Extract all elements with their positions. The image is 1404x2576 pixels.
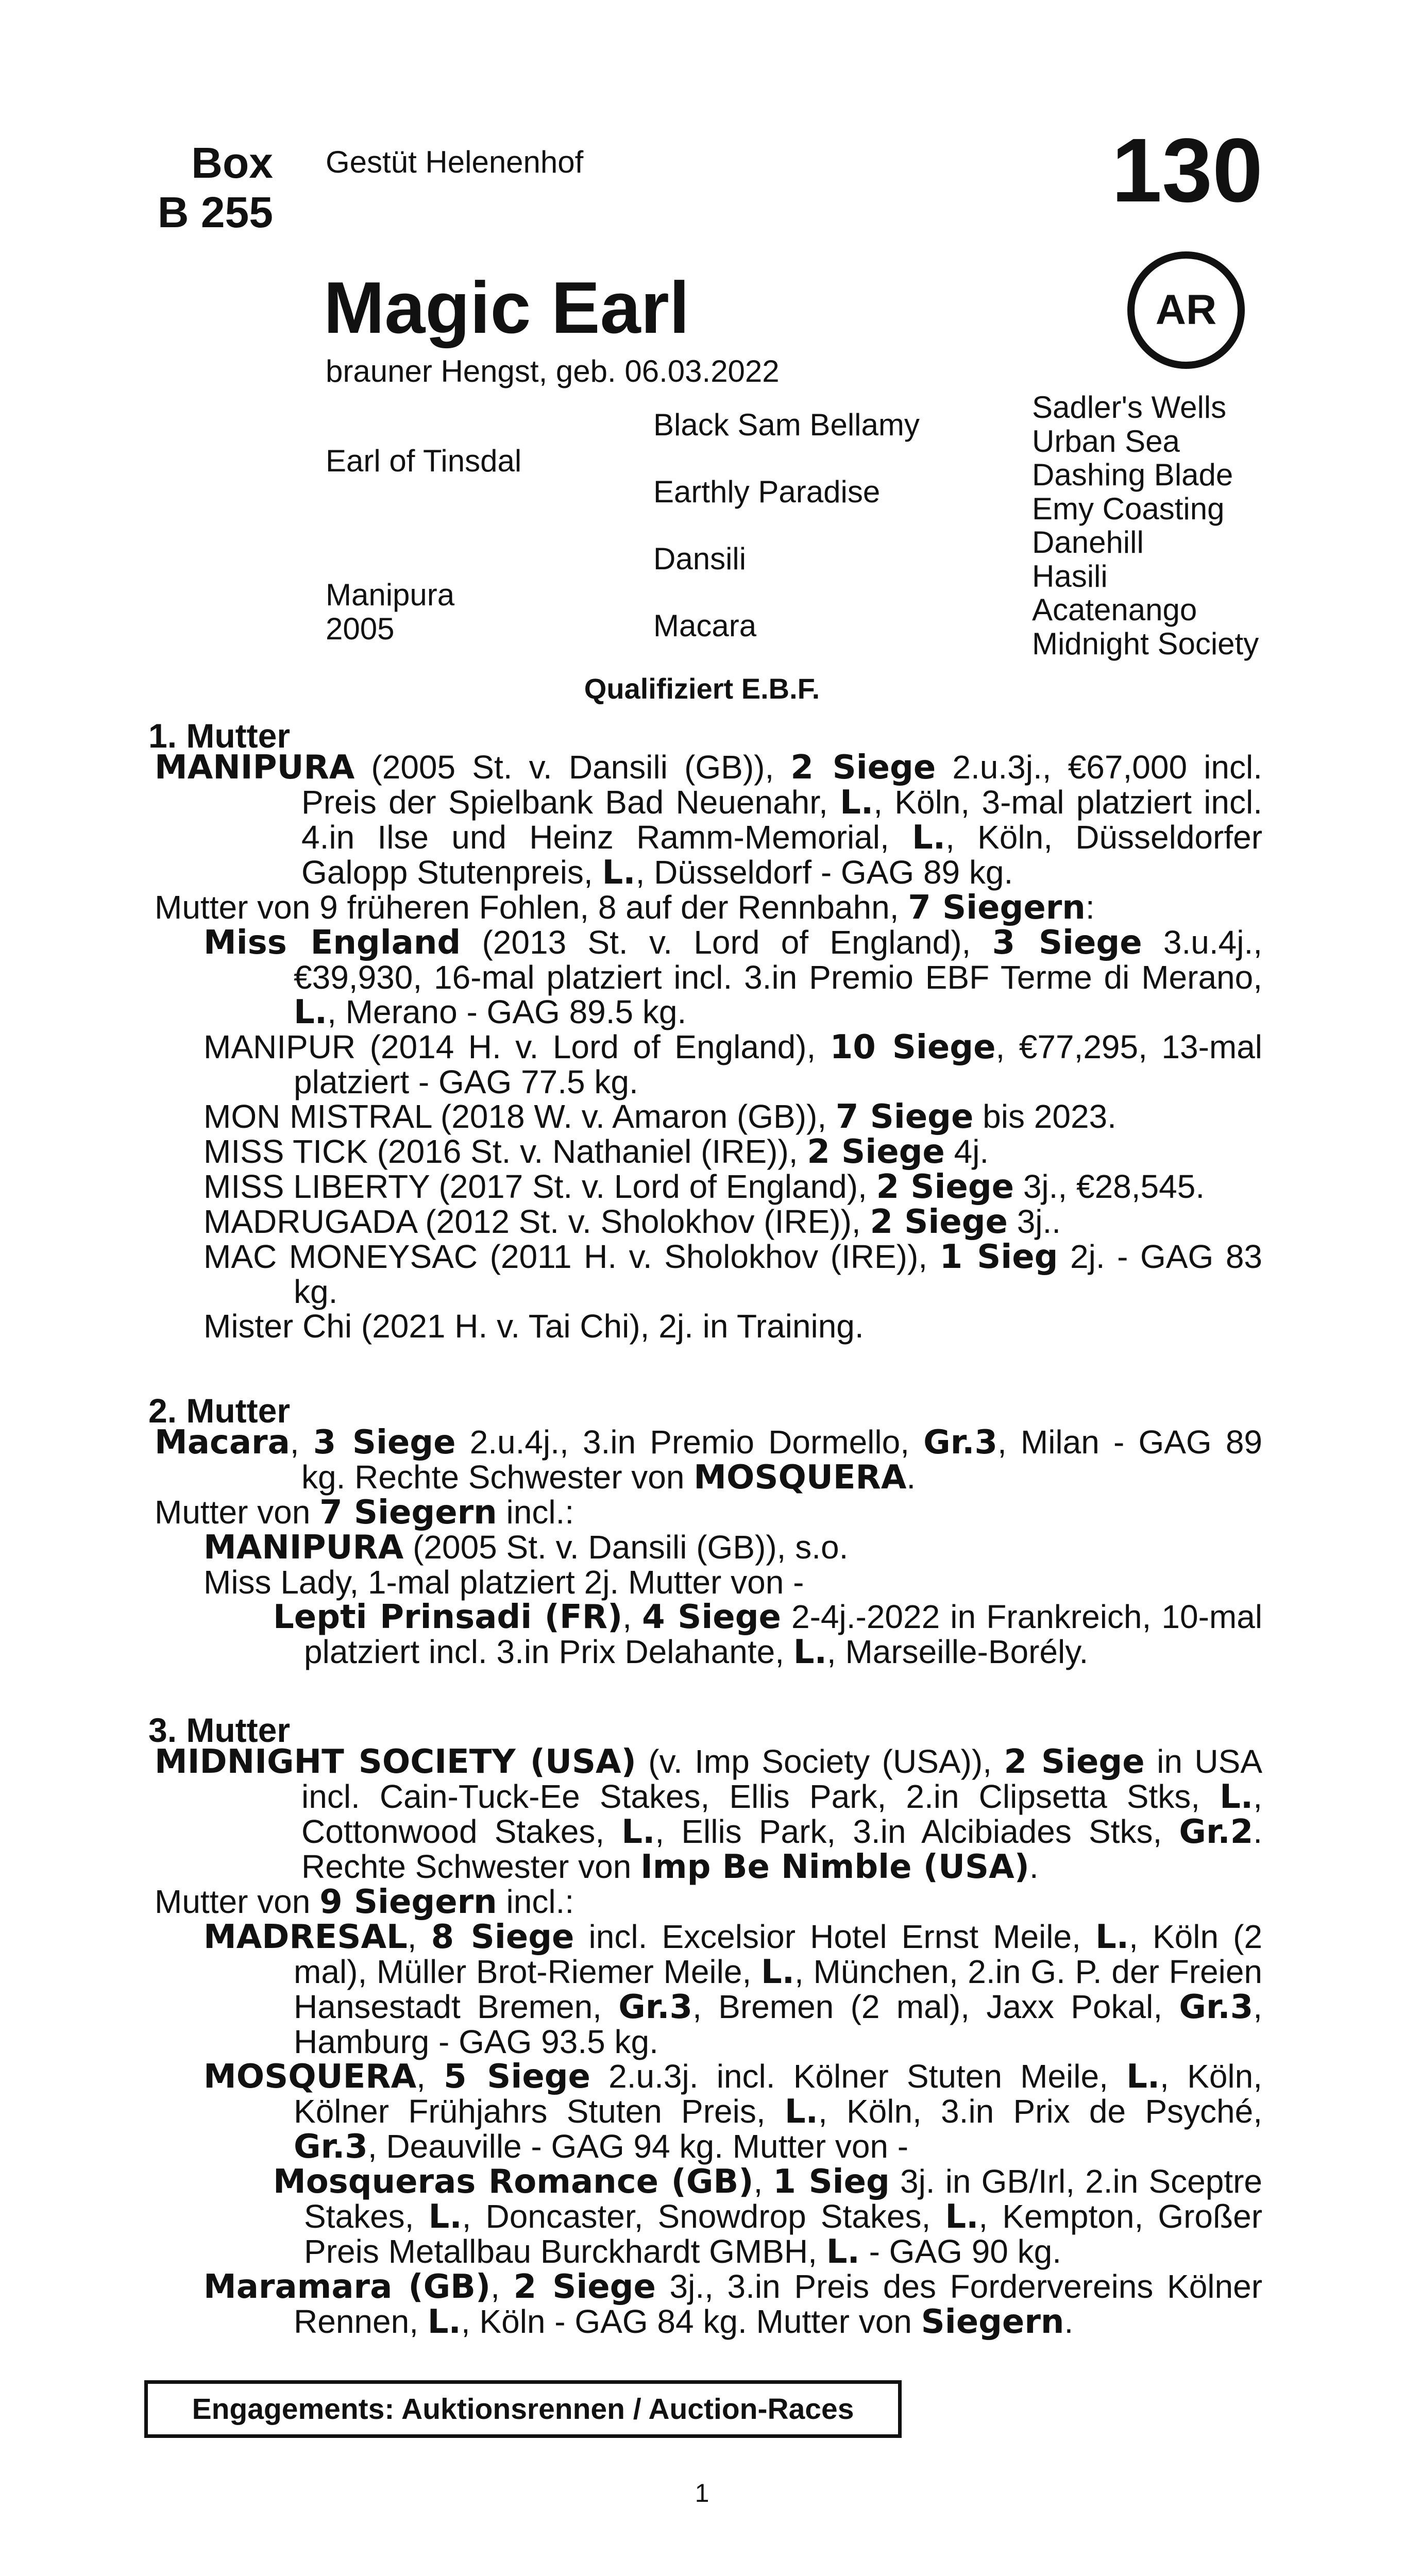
- section-body: [155, 750, 1262, 1344]
- section-entry: [155, 2059, 1262, 2164]
- bold-text: Miss England: [204, 924, 461, 962]
- section-entry: [155, 2269, 1262, 2340]
- section-body: [155, 1744, 1262, 2340]
- entry-text: , €77,295, 13-mal platziert - GAG 77.5 kg.: [294, 1028, 1263, 1100]
- entry-text: , München, 2.in G. P. der Freien Hansestadt Bremen,: [294, 1953, 1263, 2025]
- bold-text: 1 Sieg: [773, 2163, 890, 2201]
- bold-text: Macara: [155, 1423, 290, 1462]
- section-heading: 2. Mutter: [148, 1392, 291, 1430]
- entry-text: bis 2023.: [973, 1098, 1117, 1135]
- pedigree-great-grandparent: Acatenango: [1032, 592, 1197, 627]
- section-entry: [155, 1565, 1262, 1600]
- bold-text: MIDNIGHT SOCIETY (USA): [155, 1743, 636, 1781]
- section-entry: [155, 1205, 1262, 1240]
- pedigree-great-grandparent: Danehill: [1032, 525, 1144, 560]
- entry-text: , Ellis Park, 3.in Alcibiades Stks,: [655, 1813, 1179, 1850]
- entry-text: incl.:: [497, 1494, 574, 1531]
- entry-text: MISS TICK (2016 St. v. Nathaniel (IRE)),: [204, 1133, 807, 1170]
- section-entry: [155, 1920, 1262, 2059]
- entry-text: , Bremen (2 mal), Jaxx Pokal,: [692, 1988, 1179, 2025]
- section-entry: [155, 2164, 1262, 2269]
- pedigree-dam-year: 2005: [326, 612, 395, 646]
- entry-text: :: [1085, 889, 1095, 926]
- entry-text: (v. Imp Society (USA)),: [636, 1743, 1004, 1780]
- entry-text: (2005 St. v. Dansili (GB)),: [354, 749, 791, 786]
- page-number: 1: [695, 2479, 709, 2507]
- bold-text: Siegern: [921, 2303, 1064, 2341]
- bold-text: L.: [1220, 1778, 1254, 1816]
- section-entry: [155, 1240, 1262, 1309]
- bold-text: L.: [294, 993, 328, 1031]
- entry-text: MAC MONEYSAC (2011 H. v. Sholokhov (IRE)),: [204, 1238, 940, 1275]
- entry-text: , Hamburg - GAG 93.5 kg.: [294, 1988, 1262, 2060]
- entry-text: ,: [622, 1598, 642, 1635]
- box-word: Box: [191, 139, 273, 187]
- section-entry: [155, 1744, 1262, 1885]
- entry-text: , Merano - GAG 89.5 kg.: [327, 993, 687, 1030]
- horse-name: Magic Earl: [324, 267, 690, 349]
- section-entry: [155, 1495, 1262, 1530]
- bold-text: Gr.3: [923, 1423, 997, 1462]
- pedigree-dam: [326, 578, 454, 646]
- engagements-box: [144, 2380, 902, 2438]
- entry-text: ,: [490, 2268, 514, 2305]
- entry-text: 3j., €28,545.: [1014, 1168, 1205, 1205]
- entry-text: 2-4j.-2022 in Frankreich, 10-mal platziert incl. 3.in Prix Delahante,: [304, 1598, 1263, 1670]
- pedigree-grandparent-3: Dansili: [653, 541, 747, 576]
- box-number: B 255: [157, 188, 273, 236]
- qualification-note: Qualifiziert E.B.F.: [584, 672, 820, 705]
- section-entry: [155, 1885, 1262, 1920]
- pedigree-great-grandparent: Emy Coasting: [1032, 491, 1225, 526]
- bold-text: 4 Siege: [642, 1598, 781, 1636]
- section-heading: 1. Mutter: [148, 717, 291, 755]
- bold-text: L.: [912, 819, 946, 857]
- section-entry: [155, 1030, 1262, 1099]
- section-entry: [155, 1170, 1262, 1205]
- section-body: [155, 1425, 1262, 1670]
- entry-text: .: [1064, 2303, 1074, 2340]
- bold-text: L.: [840, 784, 874, 822]
- section-entry: [155, 1134, 1262, 1170]
- bold-text: L.: [793, 1633, 827, 1671]
- entry-text: Mutter von: [155, 1883, 320, 1920]
- section-entry: [155, 925, 1262, 1030]
- pedigree-grandparent-1: Black Sam Bellamy: [653, 408, 920, 442]
- entry-text: 2.u.3j. incl. Kölner Stuten Meile,: [590, 2058, 1127, 2095]
- bold-text: L.: [428, 2198, 462, 2236]
- section-entry: [155, 1309, 1262, 1344]
- entry-text: , Cottonwood Stakes,: [301, 1778, 1262, 1850]
- bold-text: 7 Siege: [835, 1098, 974, 1136]
- bold-text: L.: [1095, 1918, 1129, 1956]
- entry-text: , Köln - GAG 84 kg. Mutter von: [461, 2303, 921, 2340]
- bold-text: L.: [427, 2303, 461, 2341]
- entry-text: MON MISTRAL (2018 W. v. Amaron (GB)),: [204, 1098, 836, 1135]
- entry-text: ,: [416, 2058, 444, 2095]
- bold-text: Gr.3: [294, 2128, 368, 2166]
- entry-text: , Deauville - GAG 94 kg. Mutter von -: [367, 2128, 909, 2165]
- entry-text: MISS LIBERTY (2017 St. v. Lord of England),: [204, 1168, 876, 1205]
- entry-text: , Köln, Kölner Frühjahrs Stuten Preis,: [294, 2058, 1263, 2130]
- bold-text: L.: [621, 1813, 655, 1851]
- entry-text: , Kempton, Großer Preis Metallbau Burckhardt GMBH,: [304, 2198, 1263, 2270]
- bold-text: 2 Siege: [790, 749, 936, 787]
- entry-text: Mutter von 9 früheren Fohlen, 8 auf der Rennbahn,: [155, 889, 908, 926]
- entry-text: in USA incl. Cain-Tuck-Ee Stakes, Ellis Park, 2.in Clipsetta Stks,: [301, 1743, 1262, 1815]
- bold-text: L.: [945, 2198, 979, 2236]
- entry-text: incl.:: [497, 1883, 574, 1920]
- box-label: [144, 138, 273, 237]
- section-entry: [155, 1425, 1262, 1495]
- entry-text: 4j.: [944, 1133, 989, 1170]
- lot-number: 130: [1111, 120, 1263, 221]
- pedigree-great-grandparents: [1032, 391, 1259, 660]
- bold-text: 2 Siege: [1004, 1743, 1145, 1781]
- stud-name: Gestüt Helenenhof: [326, 145, 584, 179]
- ar-badge: [1127, 251, 1245, 369]
- section-entry: [155, 750, 1262, 890]
- entry-text: , Düsseldorf - GAG 89 kg.: [635, 854, 1013, 891]
- bold-text: Imp Be Nimble (USA): [640, 1848, 1029, 1886]
- bold-text: Maramara (GB): [204, 2268, 491, 2306]
- bold-text: 7 Siegern: [319, 1494, 497, 1532]
- entry-text: 3j. in GB/Irl, 2.in Sceptre Stakes,: [304, 2163, 1263, 2235]
- entry-text: 3j., 3.in Preis des Fordervereins Kölner Rennen,: [294, 2268, 1263, 2340]
- bold-text: L.: [602, 854, 636, 892]
- entry-text: (2013 St. v. Lord of England),: [461, 924, 992, 961]
- bold-text: Lepti Prinsadi (FR): [273, 1598, 623, 1636]
- entry-text: 3j..: [1007, 1203, 1061, 1240]
- entry-text: Miss Lady, 1-mal platziert 2j. Mutter von -: [204, 1564, 804, 1601]
- bold-text: 3 Siege: [313, 1423, 456, 1462]
- section-entry: [155, 1530, 1262, 1565]
- entry-text: , Köln, 3-mal platziert incl. 4.in Ilse und Heinz Ramm-Memorial,: [301, 784, 1263, 856]
- bold-text: MANIPURA: [155, 749, 355, 787]
- section-heading: 3. Mutter: [148, 1711, 291, 1749]
- entry-text: 2.u.4j., 3.in Premio Dormello,: [455, 1423, 924, 1461]
- pedigree-great-grandparent: Sadler's Wells: [1032, 390, 1227, 425]
- entry-text: , Milan - GAG 89 kg. Rechte Schwester von: [301, 1423, 1263, 1496]
- entry-text: , Köln, Düsseldorfer Galopp Stutenpreis,: [301, 819, 1263, 891]
- bold-text: 8 Siege: [431, 1918, 574, 1956]
- entry-text: ,: [290, 1423, 313, 1461]
- entry-text: , Doncaster, Snowdrop Stakes,: [462, 2198, 945, 2235]
- entry-text: , Marseille-Borély.: [826, 1633, 1089, 1670]
- bold-text: 7 Siegern: [908, 889, 1086, 927]
- bold-text: Gr.3: [1179, 1988, 1254, 2026]
- pedigree-great-grandparent: Hasili: [1032, 558, 1108, 594]
- entry-text: .: [1029, 1848, 1039, 1885]
- entry-text: ,: [753, 2163, 773, 2200]
- section-entry: [155, 1099, 1262, 1134]
- pedigree-grandparent-2: Earthly Paradise: [653, 474, 881, 509]
- bold-text: MADRESAL: [204, 1918, 408, 1956]
- section-entry: [155, 890, 1262, 925]
- engagements-label: Engagements: Auktionsrennen / Auction-Races: [192, 2393, 854, 2426]
- entry-text: 3.u.4j., €39,930, 16-mal platziert incl. 3.in Premio EBF Terme di Merano,: [294, 924, 1263, 996]
- bold-text: 1 Sieg: [939, 1238, 1058, 1276]
- entry-text: MADRUGADA (2012 St. v. Sholokhov (IRE)),: [204, 1203, 870, 1240]
- bold-text: 2 Siege: [513, 2268, 656, 2306]
- bold-text: 9 Siegern: [319, 1883, 497, 1921]
- entry-text: - GAG 90 kg.: [859, 2233, 1062, 2270]
- entry-text: 2j. - GAG 83 kg.: [294, 1238, 1263, 1310]
- bold-text: Gr.3: [618, 1988, 693, 2026]
- entry-text: , Köln, 3.in Prix de Psyché,: [818, 2093, 1263, 2130]
- section-entry: [155, 1600, 1262, 1670]
- entry-text: , Köln (2 mal), Müller Brot-Riemer Meile,: [294, 1918, 1263, 1990]
- entry-text: ,: [407, 1918, 431, 1955]
- bold-text: Gr.2: [1179, 1813, 1254, 1851]
- pedigree-grandparent-4: Macara: [653, 608, 757, 643]
- bold-text: MOSQUERA: [693, 1459, 907, 1497]
- ar-badge-label: AR: [1155, 286, 1217, 333]
- bold-text: Mosqueras Romance (GB): [273, 2163, 754, 2201]
- bold-text: L.: [784, 2093, 818, 2131]
- entry-text: (2005 St. v. Dansili (GB)), s.o.: [403, 1529, 849, 1566]
- bold-text: MOSQUERA: [204, 2058, 417, 2096]
- pedigree-dam-name: Manipura: [326, 578, 455, 612]
- entry-text: MANIPUR (2014 H. v. Lord of England),: [204, 1028, 830, 1065]
- entry-text: . Rechte Schwester von: [301, 1813, 1262, 1885]
- bold-text: 3 Siege: [992, 924, 1142, 962]
- bold-text: L.: [826, 2233, 860, 2271]
- pedigree-great-grandparent: Midnight Society: [1032, 626, 1259, 661]
- entry-text: .: [906, 1459, 916, 1496]
- bold-text: L.: [760, 1953, 795, 1991]
- entry-text: incl. Excelsior Hotel Ernst Meile,: [574, 1918, 1095, 1955]
- pedigree-sire: Earl of Tinsdal: [326, 444, 522, 478]
- entry-text: Mister Chi (2021 H. v. Tai Chi), 2j. in Training.: [204, 1308, 864, 1345]
- horse-subtitle: brauner Hengst, geb. 06.03.2022: [326, 354, 780, 388]
- pedigree-great-grandparent: Urban Sea: [1032, 423, 1180, 459]
- bold-text: 10 Siege: [830, 1028, 996, 1066]
- pedigree-great-grandparent: Dashing Blade: [1032, 457, 1233, 492]
- bold-text: 5 Siege: [444, 2058, 590, 2096]
- bold-text: L.: [1126, 2058, 1160, 2096]
- bold-text: 2 Siege: [876, 1168, 1014, 1206]
- entry-text: Mutter von: [155, 1494, 320, 1531]
- bold-text: 2 Siege: [807, 1133, 945, 1171]
- bold-text: 2 Siege: [870, 1203, 1008, 1241]
- entry-text: 2.u.3j., €67,000 incl. Preis der Spielbank Bad Neuenahr,: [301, 749, 1263, 821]
- bold-text: MANIPURA: [204, 1529, 404, 1567]
